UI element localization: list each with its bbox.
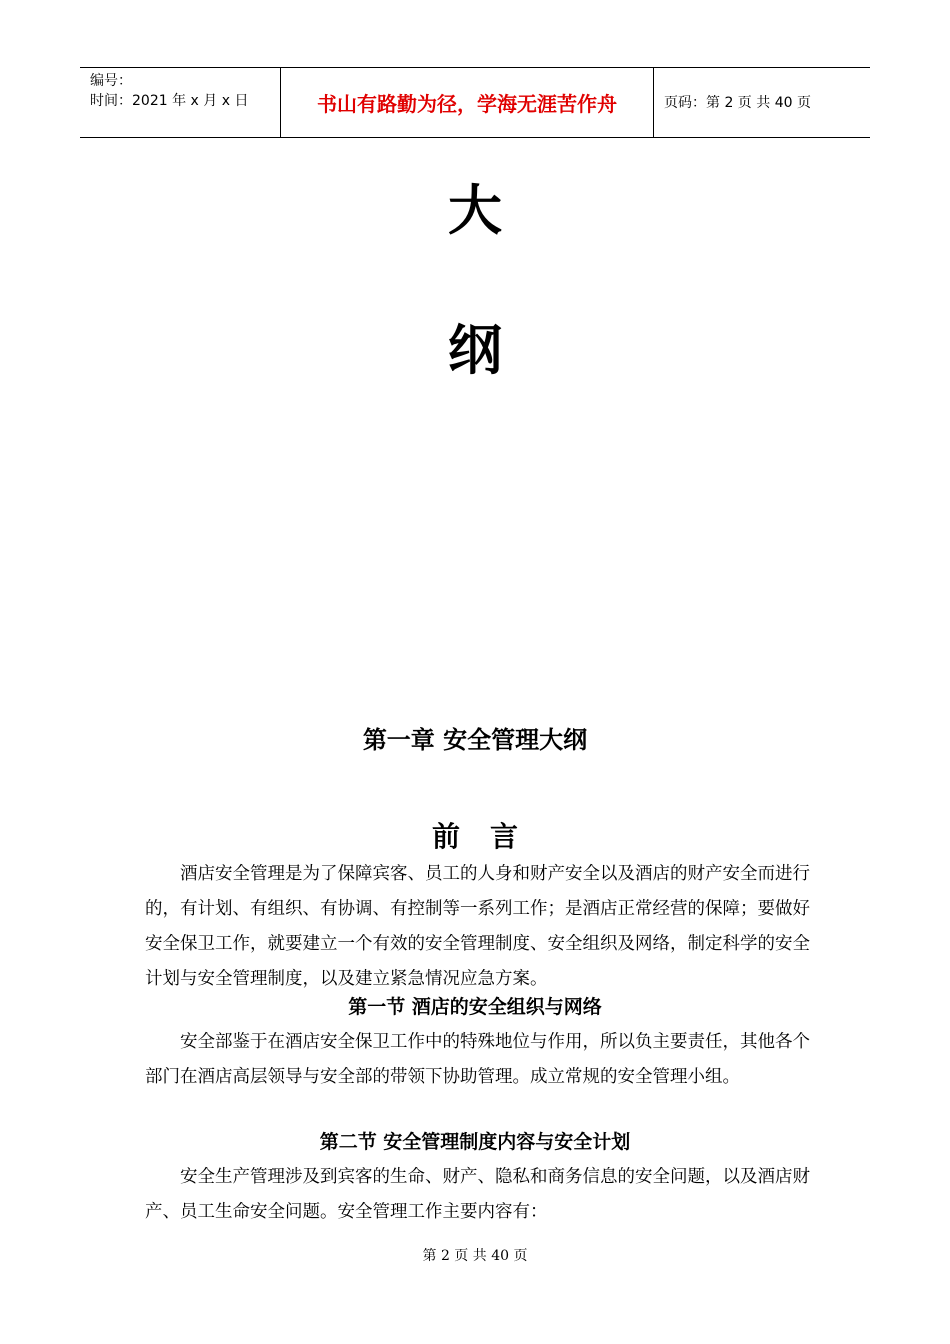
- section-2-title: 第二节 安全管理制度内容与安全计划: [319, 1131, 631, 1153]
- section-1-title: 第一节 酒店的安全组织与网络: [348, 996, 602, 1018]
- section-1-paragraph-text: 安全部鉴于在酒店安全保卫工作中的特殊地位与作用，所以负主要责任，其他各个部门在酒店高层领导与安全部的带领下协助管理。成立常规的安全管理小组。: [145, 1032, 810, 1087]
- cover-title-char-1: 大: [448, 178, 502, 242]
- document-number-label: 编号：: [90, 73, 132, 89]
- preface-title: 前言: [431, 820, 548, 853]
- document-time-label: 时间：2021 年 x 月 x 日: [90, 93, 249, 109]
- section-2-paragraph: [145, 1160, 810, 1230]
- chapter-title: 第一章 安全管理大纲: [362, 726, 588, 754]
- section-1-paragraph: [145, 1025, 810, 1095]
- header-page-cell: [654, 68, 870, 137]
- page-footer: 第 2 页 共 40 页: [422, 1248, 528, 1264]
- cover-title-char-2: 纲: [448, 318, 502, 382]
- preface-paragraph-text: 酒店安全管理是为了保障宾客、员工的人身和财产安全以及酒店的财产安全而进行的，有计划、有组织、有协调、有控制等一系列工作；是酒店正常经营的保障；要做好安全保卫工作，就要建立一个有效的安全管理制度、安全组织及网络，制定科学的安全计划与安全管理制度，以及建立紧急情况应急方案。: [145, 864, 810, 989]
- preface-paragraph: [145, 857, 810, 997]
- header-page-info: 页码：第 2 页 共 40 页: [664, 94, 811, 111]
- header-meta-cell: [80, 68, 281, 137]
- header-motto: 书山有路勤为径，学海无涯苦作舟: [317, 92, 617, 116]
- section-2-paragraph-text: 安全生产管理涉及到宾客的生命、财产、隐私和商务信息的安全问题，以及酒店财产、员工生命安全问题。安全管理工作主要内容有：: [145, 1167, 810, 1222]
- header-motto-cell: [281, 68, 654, 137]
- document-header: [80, 67, 870, 138]
